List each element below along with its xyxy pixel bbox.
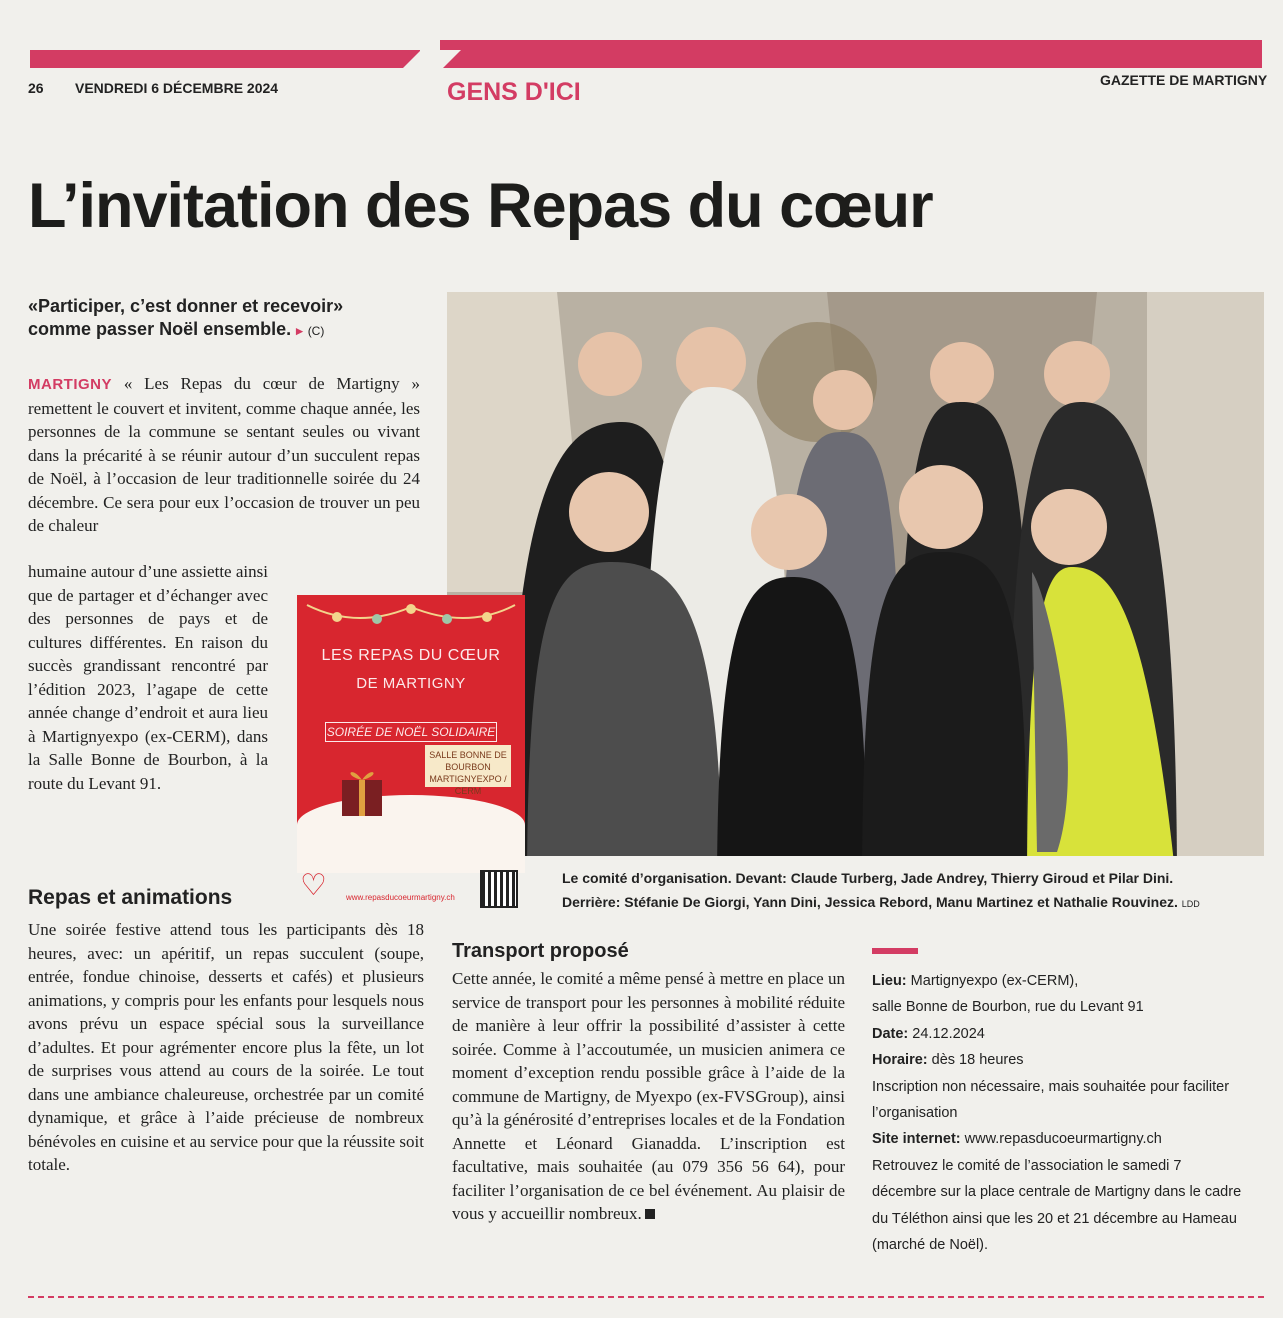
intro-top-text: « Les Repas du cœur de Martigny » remettent le couvert et invitent, comme chaque année, les personnes de la commune se sentant seules ou vivant dans la précarité à se réunir autour d’un succulent repas de Noël, à l’occasion de leur traditionnelle soirée du 24 décembre. Ce sera pour eux l’occasion de trouver un peu de chaleur [28,374,420,535]
lead-credit: (C) [307,324,325,338]
lead-line-2: comme passer Noël ensemble. [28,319,292,339]
poster-snow [297,795,525,873]
arrow-icon: ▸ [296,323,303,338]
article-intro-continued [28,560,268,795]
end-mark-icon [645,1209,655,1219]
retrouvez-note: Retrouvez le comité de l’association le samedi 7 décembre sur la place centrale de Martigny dans le cadre du Téléthon ainsi que les 20 et 21 décembre au Hameau (marché de Noël). [872,1157,1242,1254]
photo-caption [562,866,1262,916]
article-lead [28,295,428,343]
photo-credit: LDD [1181,899,1200,909]
event-poster [297,595,525,873]
poster-title-2: DE MARTIGNY [356,675,466,692]
page-number: 26 [28,80,44,96]
section-heading-repas: Repas et animations [28,886,233,909]
page-date: VENDREDI 6 DÉCEMBRE 2024 [75,80,279,96]
heart-logo-icon: ♡ [300,869,327,902]
section-text-repas [28,918,424,1177]
section-heading-transport: Transport proposé [452,940,629,962]
date-label: Date: [872,1025,909,1042]
poster-title-1: LES REPAS DU CŒUR [321,647,501,664]
article-intro [28,372,420,538]
site-label: Site internet: [872,1131,961,1148]
publication-name: GAZETTE DE MARTIGNY [1100,72,1268,88]
lead-line-1: «Participer, c’est donner et recevoir» [28,296,344,316]
repas-paragraph: Une soirée festive attend tous les participants dès 18 heures, avec: un apéritif, un repas succulent (soupe, entrée, fondue chinoise, desserts et cafés) et plusieurs animations, y compris pour les enfants pour lesquels nous avons prévu un espace spécial sous la surveillance d’adultes. Et pour agrémenter encore plus la fête, un lot de surprises vous attend au cours de la soirée. Le tout dans une ambiance chaleureuse, orchestrée par un comité dynamique, et grâce à l’aide précieuse de nombreux bénévoles en cuisine et au service pour que la réussite soit totale. [28,920,424,1174]
caption-line-2: Derrière: Stéfanie De Giorgi, Yann Dini, Jessica Rebord, Manu Martinez et Nathalie Rouvinez. [562,894,1178,910]
site-link[interactable]: www.repasducoeurmartigny.ch [964,1131,1162,1148]
poster-sign: SALLE BONNE DE BOURBON MARTIGNYEXPO / CERM [425,745,511,787]
committee-photo [447,292,1264,856]
lieu-label: Lieu: [872,973,907,989]
qr-code-icon [480,870,518,908]
horaire-value: dès 18 heures [931,1052,1024,1069]
info-box [872,968,1242,1258]
inscription-note: Inscription non nécessaire, mais souhaitée pour faciliter l’organisation [872,1078,1230,1122]
page-bottom-divider [28,1296,1264,1298]
poster-event: SOIRÉE DE NOËL SOLIDAIRE [325,722,497,742]
dateline: MARTIGNY [28,376,112,393]
section-title: GENS D'ICI [447,78,581,106]
poster-url: www.repasducoeurmartigny.ch [346,893,455,902]
transport-paragraph: Cette année, le comité a même pensé à mettre en place un service de transport pour les personnes à mobilité réduite de manière à leur offrir la possibilité d’assister à cette soirée. Comme à l’accoutumée, un musicien animera ce moment d’exception rendu possible grâce à l’aide de la commune de Martigny, de Myexpo (ex-FVSGroup), ainsi qu’à la générosité d’entreprises locales et de la Fondation Annette et Léonard Gianadda. L’inscription est facultative, mais souhaitée (au 079 356 56 64), pour faciliter l’organisation de ce bel événement. Au plaisir de vous y accueillir nombreux. [452,969,845,1223]
horaire-label: Horaire: [872,1052,928,1069]
date-value: 24.12.2024 [912,1025,985,1042]
lieu-value: Martignyexpo (ex-CERM), [910,973,1079,989]
info-box-rule [872,948,918,954]
intro-wrap-text: humaine autour d’une assiette ainsi que de partager et d’échanger avec des personnes de pays et de cultures différentes. En raison du succès grandissant rencontré par l’édition 2023, l’agape de cette année change d’endroit et aura lieu à Martignyexpo (ex-CERM), dans la Salle Bonne de Bourbon, à la route du Levant 91. [28,562,268,793]
header-rule-right [440,40,1262,68]
article-headline: L’invitation des Repas du cœur [28,171,933,241]
section-text-transport [452,967,845,1226]
caption-line-1: Le comité d’organisation. Devant: Claude Turberg, Jade Andrey, Thierry Giroud et Pilar Dini. [562,870,1174,886]
lieu-value-2: salle Bonne de Bourbon, rue du Levant 91 [872,999,1144,1016]
ornament-garland-icon [297,595,525,635]
header-rule-left [30,50,420,68]
gift-box-icon [337,760,387,820]
